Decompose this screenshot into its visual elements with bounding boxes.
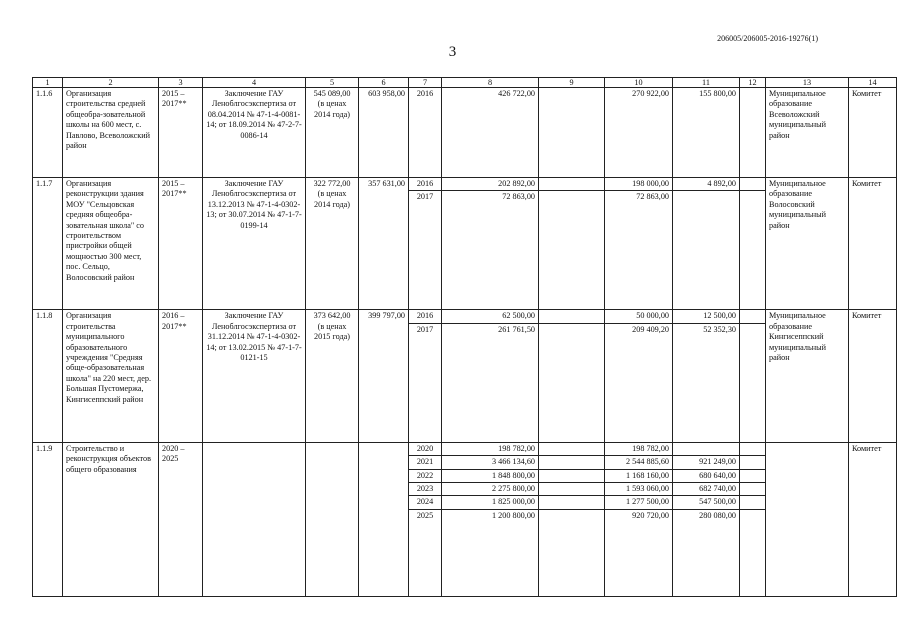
local-budget: 680 640,00 xyxy=(673,469,740,482)
local-budget: 4 892,00 xyxy=(673,178,740,191)
total-amount: 261 761,50 xyxy=(442,323,539,442)
total-amount: 2 275 800,00 xyxy=(442,483,539,496)
expertise-conclusion: Заключение ГАУ Леноблгосэкспертиза от 08.04.2014 № 47-1-4-0081-14; от 18.09.2014 № 47-2-7-0086-14 xyxy=(203,88,306,178)
column-number-6: 6 xyxy=(359,78,409,88)
total-amount: 426 722,00 xyxy=(442,88,539,178)
municipality: Муниципальное образование Всеволожский муниципальный район xyxy=(766,88,849,178)
total-amount: 1 200 800,00 xyxy=(442,509,539,596)
column-12-empty xyxy=(740,88,766,178)
table-row xyxy=(33,442,897,455)
column-number-10: 10 xyxy=(605,78,673,88)
municipality: Муниципальное образование Волосовский муниципальный район xyxy=(766,178,849,310)
year: 2017 xyxy=(409,191,442,310)
column-number-5: 5 xyxy=(306,78,359,88)
year: 2022 xyxy=(409,469,442,482)
object-name: Организация строительства средней общеобра-зовательной школы на 600 мест, с. Павлово, Всеволожский район xyxy=(63,88,159,178)
year: 2021 xyxy=(409,456,442,469)
total-amount: 62 500,00 xyxy=(442,310,539,323)
total-amount: 72 863,00 xyxy=(442,191,539,310)
implementation-period: 2015 – 2017** xyxy=(159,88,203,178)
forecast-cost: 399 797,00 xyxy=(359,310,409,442)
column-9-empty xyxy=(539,456,605,469)
municipality xyxy=(766,442,849,596)
local-budget: 12 500,00 xyxy=(673,310,740,323)
column-number-9: 9 xyxy=(539,78,605,88)
municipality: Муниципальное образование Кингисеппский муниципальный район xyxy=(766,310,849,442)
column-12-empty xyxy=(740,509,766,596)
local-budget: 682 740,00 xyxy=(673,483,740,496)
column-number-11: 11 xyxy=(673,78,740,88)
estimated-cost-note: (в ценах 2014 года) xyxy=(314,189,350,209)
column-12-empty xyxy=(740,323,766,442)
item-number: 1.1.8 xyxy=(33,310,63,442)
executor: Комитет xyxy=(849,442,897,596)
column-number-13: 13 xyxy=(766,78,849,88)
local-budget: 155 800,00 xyxy=(673,88,740,178)
executor: Комитет xyxy=(849,88,897,178)
forecast-cost: 603 958,00 xyxy=(359,88,409,178)
total-amount: 198 782,00 xyxy=(442,442,539,455)
column-number-1: 1 xyxy=(33,78,63,88)
local-budget: 921 249,00 xyxy=(673,456,740,469)
column-9-empty xyxy=(539,442,605,455)
year: 2016 xyxy=(409,310,442,323)
column-9-empty xyxy=(539,191,605,310)
regional-budget: 198 782,00 xyxy=(605,442,673,455)
estimated-cost-value: 322 772,00 xyxy=(313,179,351,188)
column-12-empty xyxy=(740,310,766,323)
column-number-7: 7 xyxy=(409,78,442,88)
estimated-cost-value: 373 642,00 xyxy=(313,311,351,321)
column-9-empty xyxy=(539,178,605,191)
local-budget: 547 500,00 xyxy=(673,496,740,509)
local-budget: 52 352,30 xyxy=(673,323,740,442)
regional-budget: 1 277 500,00 xyxy=(605,496,673,509)
column-12-empty xyxy=(740,469,766,482)
regional-budget: 1 168 160,00 xyxy=(605,469,673,482)
regional-budget: 50 000,00 xyxy=(605,310,673,323)
item-number: 1.1.9 xyxy=(33,442,63,596)
forecast-cost xyxy=(359,442,409,596)
local-budget: 280 080,00 xyxy=(673,509,740,596)
column-number-8: 8 xyxy=(442,78,539,88)
estimated-cost xyxy=(306,442,359,596)
column-12-empty xyxy=(740,496,766,509)
document-number: 206005/206005-2016-19276(1) xyxy=(717,34,818,43)
object-name: Организация реконструкции здания МОУ "Сельцовская средняя общеобра-зовательная школа" со строительством пристройки общей мощностью 300 мест, пос. Сельцо, Волосовский район xyxy=(63,178,159,310)
estimated-cost xyxy=(306,88,359,178)
item-number: 1.1.7 xyxy=(33,178,63,310)
expertise-conclusion: Заключение ГАУ Леноблгосэкспертиза от 31.12.2014 № 47-1-4-0302-14; от 13.02.2015 № 47-1-7-0121-15 xyxy=(203,310,306,442)
column-number-row xyxy=(33,78,897,88)
column-number-3: 3 xyxy=(159,78,203,88)
column-9-empty xyxy=(539,323,605,442)
program-table xyxy=(32,77,897,597)
year: 2020 xyxy=(409,442,442,455)
year: 2025 xyxy=(409,509,442,596)
regional-budget: 198 000,00 xyxy=(605,178,673,191)
total-amount: 202 892,00 xyxy=(442,178,539,191)
implementation-period: 2020 – 2025 xyxy=(159,442,203,596)
column-9-empty xyxy=(539,88,605,178)
table-row xyxy=(33,178,897,191)
regional-budget: 920 720,00 xyxy=(605,509,673,596)
column-9-empty xyxy=(539,310,605,323)
local-budget xyxy=(673,442,740,455)
column-12-empty xyxy=(740,178,766,191)
column-9-empty xyxy=(539,496,605,509)
year: 2016 xyxy=(409,88,442,178)
item-number: 1.1.6 xyxy=(33,88,63,178)
column-12-empty xyxy=(740,442,766,455)
total-amount: 1 825 000,00 xyxy=(442,496,539,509)
column-number-4: 4 xyxy=(203,78,306,88)
regional-budget: 209 409,20 xyxy=(605,323,673,442)
column-12-empty xyxy=(740,191,766,310)
column-number-2: 2 xyxy=(63,78,159,88)
year: 2024 xyxy=(409,496,442,509)
expertise-conclusion: Заключение ГАУ Леноблгосэкспертиза от 13.12.2013 № 47-1-4-0302-13; от 30.07.2014 № 47-1-7-0199-14 xyxy=(203,178,306,310)
column-9-empty xyxy=(539,469,605,482)
estimated-cost-note: (в ценах 2015 года) xyxy=(314,321,350,342)
executor: Комитет xyxy=(849,178,897,310)
column-9-empty xyxy=(539,509,605,596)
estimated-cost-value: 545 089,00 xyxy=(313,89,351,98)
total-amount: 3 466 134,60 xyxy=(442,456,539,469)
column-number-14: 14 xyxy=(849,78,897,88)
estimated-cost xyxy=(306,178,359,310)
column-12-empty xyxy=(740,456,766,469)
year: 2016 xyxy=(409,178,442,191)
year: 2023 xyxy=(409,483,442,496)
total-amount: 1 848 800,00 xyxy=(442,469,539,482)
executor: Комитет xyxy=(849,310,897,442)
year: 2017 xyxy=(409,323,442,442)
estimated-cost xyxy=(306,310,359,442)
column-number-12: 12 xyxy=(740,78,766,88)
object-name: Строительство и реконструкция объектов общего образования xyxy=(63,442,159,596)
column-9-empty xyxy=(539,483,605,496)
regional-budget: 72 863,00 xyxy=(605,191,673,310)
regional-budget: 1 593 060,00 xyxy=(605,483,673,496)
forecast-cost: 357 631,00 xyxy=(359,178,409,310)
object-name: Организация строительства муниципального образовательного учреждения "Средняя обще-образовательная школа" на 220 мест, дер. Большая Пустомержа, Кингисеппский район xyxy=(63,310,159,442)
implementation-period: 2015 – 2017** xyxy=(159,178,203,310)
regional-budget: 2 544 885,60 xyxy=(605,456,673,469)
table-row xyxy=(33,310,897,323)
regional-budget: 270 922,00 xyxy=(605,88,673,178)
column-12-empty xyxy=(740,483,766,496)
table-row xyxy=(33,88,897,178)
estimated-cost-note: (в ценах 2014 года) xyxy=(314,99,350,119)
page-number: 3 xyxy=(448,44,457,60)
local-budget xyxy=(673,191,740,310)
implementation-period: 2016 – 2017** xyxy=(159,310,203,442)
expertise-conclusion xyxy=(203,442,306,596)
